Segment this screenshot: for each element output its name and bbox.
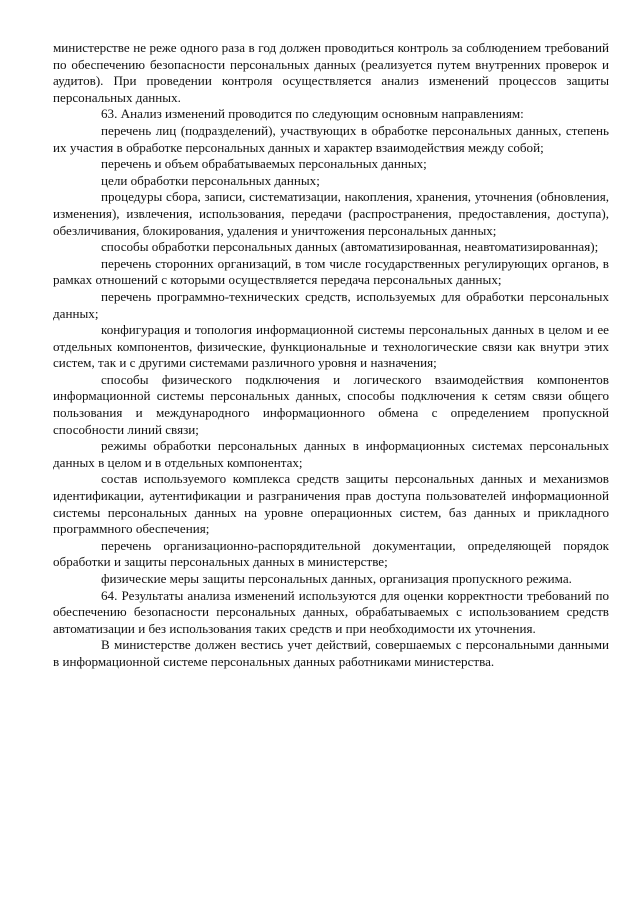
- document-page: [53, 40, 609, 671]
- list-item-third-parties: перечень сторонних организаций, в том числе государственных регулирующих органов, в рамках отношений с которыми осуществляется передача персональных данных;: [53, 255, 609, 288]
- paragraph-63-heading: 63. Анализ изменений проводится по следующим основным направлениям:: [101, 106, 524, 122]
- list-item-procedures: процедуры сбора, записи, систематизации, накопления, хранения, уточнения (обновления, изменения), извлечения, использования, передачи (распространения, предоставления, доступа), обезличивания, блокирования, удаления и уничтожения персональных данных;: [53, 189, 609, 238]
- list-item-topology: конфигурация и топология информационной системы персональных данных в целом и ее отдельных компонентов, физические, функциональные и технологические связи как внутри этих систем, так и с другими системами различного уровня и назначения;: [53, 322, 609, 371]
- list-item-persons: перечень лиц (подразделений), участвующих в обработке персональных данных, степень их участия в обработке персональных данных и характер взаимодействия между собой;: [53, 122, 609, 155]
- list-item-connection-methods: способы физического подключения и логического взаимодействия компонентов информационной системы персональных данных, способы подключения к сетям связи общего пользования и международного информационного обмена с определением пропускной способности линий связи;: [53, 371, 609, 437]
- list-item-software-hardware: перечень программно-технических средств, используемых для обработки персональных данных;: [53, 288, 609, 321]
- list-item-purposes: цели обработки персональных данных;: [101, 172, 320, 188]
- paragraph-64: 64. Результаты анализа изменений используются для оценки корректности требований по обеспечению безопасности персональных данных, обрабатываемых с использованием средств автоматизации и без использования таких средств и при необходимости их уточнения.: [53, 587, 609, 636]
- paragraph-control-intro: министерстве не реже одного раза в год должен проводиться контроль за соблюдением требований по обеспечению безопасности персональных данных (реализуется путем внутренних проверок и аудитов). При проведении контроля осуществляется анализ изменений процессов защиты персональных данных.: [53, 40, 609, 105]
- paragraph-action-logging: В министерстве должен вестись учет действий, совершаемых с персональными данными в информационной системе персональных данных работниками министерства.: [53, 637, 609, 669]
- list-item-protection-tools: состав используемого комплекса средств защиты персональных данных и механизмов идентификации, аутентификации и разграничения прав доступа пользователей информационной системы персональных данных на уровне операционных систем, баз данных и прикладного программного обеспечения;: [53, 471, 609, 537]
- list-item-documentation: перечень организационно-распорядительной документации, определяющей порядок обработки и защиты персональных данных в министерстве;: [53, 537, 609, 570]
- list-item-processing-modes: режимы обработки персональных данных в информационных системах персональных данных в целом и в отдельных компонентах;: [53, 438, 609, 470]
- list-item-physical-measures: физические меры защиты персональных данных, организация пропускного режима.: [101, 571, 572, 586]
- list-item-processing-methods: способы обработки персональных данных (автоматизированная, неавтоматизированная);: [101, 239, 599, 255]
- list-item-data-volume: перечень и объем обрабатываемых персональных данных;: [101, 156, 427, 172]
